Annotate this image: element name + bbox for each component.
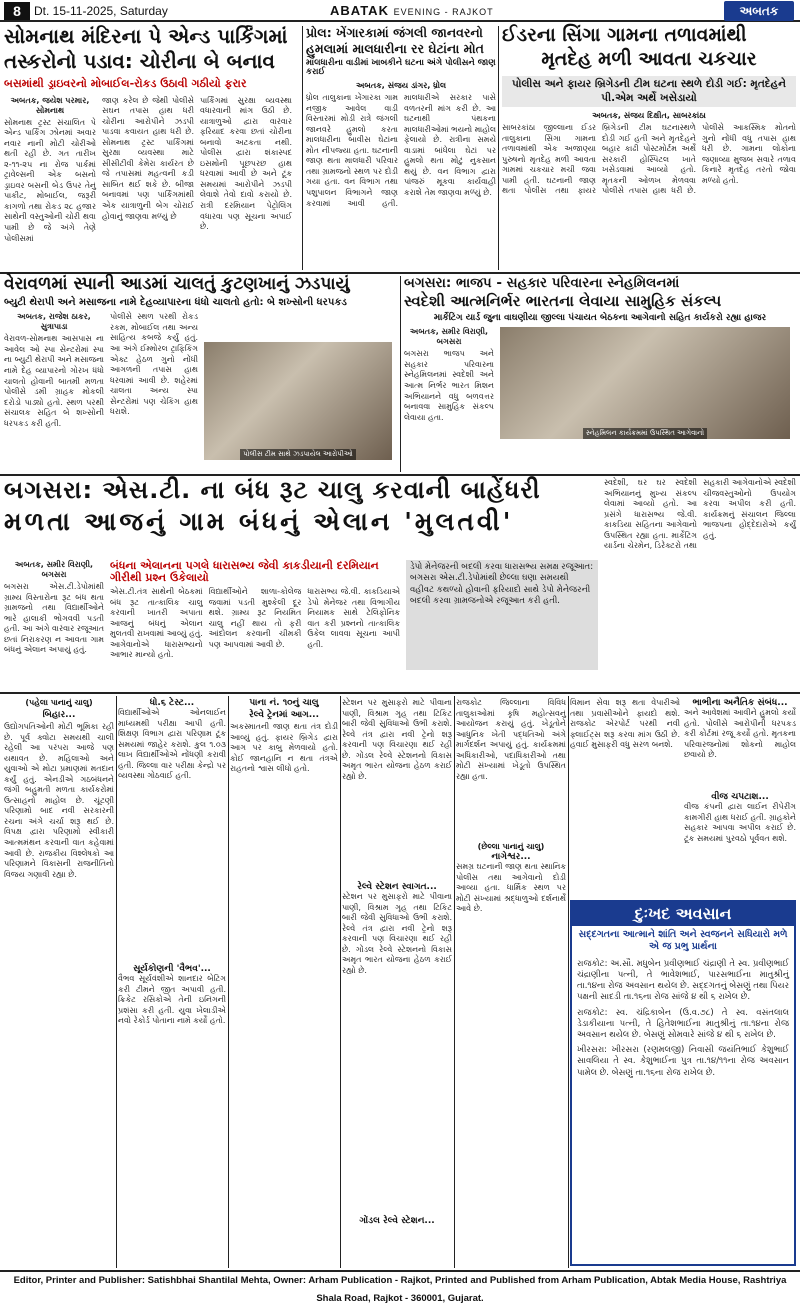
paper-name (330, 3, 494, 18)
continued-body: વૈભવ સૂર્યવંશીએ શાનદાર બેટિંગ કરી ટીમને જીત અપાવી હતી. ક્રિકેટ રસિકોએ તેની ઇનિંગની પ્રશંસા કરી હતી. યુવા ખેલાડીએ નવો રેકોર્ડ પોતાના નામે કર્યો હતો. (118, 974, 226, 1026)
continued-body: વીજ કંપની દ્વારા લાઈન રીપેરીંગ કામગીરી હાથ ધરાઈ હતી. ગ્રાહકોને સહકાર આપવા અપીલ કરાઈ છે. ટૂંક સમયમાં પુરવઠો પૂર્વવત થશે. (684, 802, 796, 843)
headline: સોમનાથ મંદિરના પે એન્ડ પાર્કિંગમાં (4, 24, 288, 48)
headline-line2: મળતા આજનું ગામ બંધનું એલાન 'મુલતવી' (4, 507, 514, 537)
column-2: જાણ કરેલ છે જેથી પોલીસે સઘન તપાસ હાથ ધરી ચોરીના આરોપીને ઝડપી પાડવા કવાયત હાથ ધરી છે. સોમનાથ ટ્રસ્ટ પાર્કિંગમાં સુરક્ષા વ્યવસ્થા માટે સીસીટીવી કેમેરા કાર્યરત છે જે તપાસમાં મહત્વની કડી સાબિત થઈ શકે છે. બીજા બનાવમાં પણ પાર્કિંગમાંથી એક યાત્રાળુની બેગ ચોરાઈ હોવાનું જાણવા મળ્યું છે (102, 95, 194, 221)
continued-column-3 (230, 698, 338, 1266)
divider (400, 276, 401, 472)
highlight-box: ડેપો મેનેજરની બદલી કરવા ધારાસભ્ય સમક્ષ રજૂઆત: બગસરા એસ.ટી.ડેપોમાંથી છેલ્લા ઘણા સમયથી વહીવટ કથળ્યો હોવાની ફરિયાદો સાથે ડેપો મેનેજરની બદલી કરવા ગ્રામજનોએ રજૂઆત કરી હતી. (406, 560, 598, 670)
kicker: બંધના એલાનના પગલે ધારાસભ્ય જેવી કાકડીયાની દરમિયાન ગીરીથી પ્રશ્ન ઉકેલાયો (110, 559, 379, 584)
column-1 (4, 312, 104, 470)
page-number: 8 (4, 2, 30, 20)
paper-logo: અબતક (724, 1, 794, 21)
story-bagasara-bjp (404, 276, 796, 472)
column-1 (404, 327, 494, 447)
continued-column-2 (118, 698, 226, 1266)
byline: અબતક, સમીર વિરાણી, બગસરા (409, 327, 489, 347)
obituary-entries (572, 957, 794, 1247)
story-dhrol (306, 26, 496, 270)
column-2: એસ.ટી.તંત્ર સાથેની બેઠકમાં બંધ રૂટ તાત્કાલિક ચાલુ કરવાની ખાતરી અપાતા આજનું બંધનું એલાન મુલતવી રાખવામાં આવ્યું હતું. આગેવાનોએ ધારાસભ્યનો આભાર માન્યો હતો. (110, 587, 203, 660)
story-photo (500, 327, 790, 439)
byline: અબતક, રાજેશ ઠાકર, સુત્રાપાડા (17, 312, 91, 332)
divider (302, 26, 303, 270)
column-1 (4, 560, 104, 688)
divider (340, 696, 341, 1268)
continued-subheading: રેલ્વે ટ્રેનમાં આગ... (249, 710, 319, 720)
issue-date: Dt. 15-11-2025, Saturday (34, 4, 168, 18)
story-somnath (4, 26, 300, 270)
continued-heading: બિહાર... (42, 710, 76, 720)
continued-body: ઉદ્યોગપતિઓની મોટી ભૂમિકા રહી છે. પૂર્વ ક્વોટા સમયથી ચાલી રહેલી આ પરંપરા આજે પણ યથાવત છે. મહિલાઓ અને યુવાઓ એ મોટા પ્રમાણમાં મતદાન કર્યું હતું. એનડીએ ગઠબંધનને જંગી બહુમતી મળતા કાર્યકરોમાં ઉત્સાહનો માહોલ છે. ચૂંટણી પરિણામો બાદ નવી સરકારની રચના અંગે ચર્ચા શરૂ થઈ છે. વિપક્ષ દ્વારા પરિણામો સ્વીકારી આત્મમંથન કરવાની વાત કહેવામાં આવી છે. રાજકીય વિશ્લેષકો આ પરિણામને વિકાસની રાજનીતિનો વિજય ગણાવી રહ્યા છે. (4, 722, 114, 879)
photo-caption: પોલીસ ટીમ સાથે ઝડપાયેલ આરોપીઓ (240, 449, 355, 460)
continued-body: અને આવેશમાં આવીને હુમલો કર્યો હતો. પોલીસે આરોપીની ધરપકડ કરી કોર્ટમાં રજૂ કર્યો હતો. મૃતકના પરિવારજનોમાં શોકનો માહોલ છવાયો છે. (684, 708, 796, 760)
continued-heading: સૂર્યકોણની 'વૈભવ'... (133, 964, 211, 974)
story5-continued: સ્વદેશી, ઘર ઘર સ્વદેશી અભિયાનનું મુખ્ય સંકલ્પ લેવામાં આવ્યો હતો. આ પ્રસંગે ધારાસભ્ય જે.વી. કાકડિયા સહિતના આગેવાનો ઉપસ્થિત રહ્યા હતા. માર્કેટિંગ યાર્ડના ચેરમેન, ડિરેક્ટરો તથા સહકારી આગેવાનોએ સ્વદેશી ચીજવસ્તુઓનો ઉપયોગ કરવા અપીલ કરી હતી. કાર્યક્રમનું સંચાલન જિલ્લા ભાજપના હોદ્દેદારોએ કર્યું હતું. (604, 478, 796, 551)
body-text: સોમનાથ ટ્રસ્ટ સંચાલિત પે એન્ડ પાર્કિંગ ઝોનમાં અવાર નવાર નાની મોટી ચોરીઓ થતી રહી છે. ગત તારીખ ૨-૧૧-૨૫ ના રોજ પાર્કમાં ટ્રાવેલ્સની એક બસનો ડ્રાઇવર બસની બેડ ઉપર તેનું પાકીટ, મોબાઈલ, જરૂરી કાગળો તથા રોકડ ૨૮ હજાર સાથેની વસ્તુઓની ચોરી થવા પામી છે જે અંગે તેણે પોલીસમાં (4, 117, 96, 243)
continued-body: સ્ટેશન પર મુસાફરો માટે પીવાના પાણી, વિશ્રામ ગૃહ તથા ટિકિટ બારી જેવી સુવિધાઓ ઉભી કરાશે. રેલ્વે તંત્ર દ્વારા નવી ટ્રેનો શરૂ કરવાની પણ વિચારણા થઈ રહી છે. ગોંડલ રેલ્વે સ્ટેશનનો વિકાસ અમૃત ભારત યોજના હેઠળ કરાઈ રહ્યો છે. (342, 698, 452, 781)
paper-title: ABATAK (330, 3, 389, 18)
obituary-subheading: સદ્દગતના આત્માને શાંતિ અને સ્વજનને સધિયારો મળે એ જ પ્રભુ પ્રાર્થના (578, 929, 788, 953)
subhead: બસમાંથી ડ્રાઇવરનો મોબાઈલ-રોકડ ઉઠાવી ગઠીયો ફરાર (4, 77, 247, 90)
divider (454, 696, 455, 1268)
section-rule (0, 692, 800, 694)
column-4: ધારાસભ્ય જે.વી. કાકડિયાએ ડેપો મેનેજર તથા વિભાગીય નિયામક સાથે ટેલિફોનિક વાત કરી પ્રશ્નનો તાત્કાલિક ઉકેલ લાવવા સૂચના આપી હતી. (307, 587, 401, 649)
story-idar (502, 26, 796, 270)
continued-heading: ગોંડલ રેલ્વે સ્ટેશન... (359, 1216, 435, 1226)
story-photo (204, 342, 392, 460)
continued-body: વિમાન સેવા શરૂ થતા વેપારીઓ તથા પ્રવાસીઓને ફાયદો થશે. રાજકોટ એરપોર્ટ પરથી નવી ફ્લાઈટ્સ શરૂ કરવા માંગ ઉઠી છે. હવાઈ મુસાફરી વધુ સરળ બનશે. (570, 698, 680, 750)
continued-label: (છેલ્લા પાનાનું ચાલુ) (477, 842, 545, 851)
continued-heading: વીજ ચપટાશ... (711, 792, 769, 802)
body-text: ધ્રોલ તાલુકાના ખેંગારકા ગામ નજીક આવેલ વાડી વિસ્તારમાં મોડી રાત્રે જંગલી જાનવરે હુમલો કરતા માલધારીના બાવીસ ઘેટાંના મોત નીપજ્યા હતા. ઘટનાની જાણ થતા માલધારી પરિવાર તથા ગ્રામજનો સ્થળ પર દોડી ગયા હતા. વન વિભાગ તથા પશુપાલન વિભાગને જાણ કરવામાં આવી હતી. માલધારીએ સરકાર પાસે વળતરની માંગ કરી છે. આ ઘટનાથી પંથકના માલધારીઓમાં ભયનો માહોલ ફેલાયો છે. રાત્રીના સમયે વાડામાં બાંધેલા ઘેટાં પર હુમલો થતા મોટું નુકસાન થયું છે. વન વિભાગ દ્વારા પાંજરું મૂકવા કાર્યવાહી કરાશે તેમ જાણવા મળ્યું છે. (306, 93, 496, 208)
byline: અબતક, જયેશ પરમાર, સોમનાથ (10, 95, 90, 115)
divider (116, 696, 117, 1268)
obituary-box (570, 900, 796, 1266)
headline: બગસરા: ભાજપ - સહકાર પરિવારના સ્નેહમિલનમાં (404, 275, 680, 291)
obituary-entry: ખીરસરા: ખીરસરા (રણમલજી) નિવાસી જયંતિભાઈ કેશુભાઈ સાવલિયા તે સ્વ. કેશુભાઈના પુત્ર તા.૧૪/૧૧ના રોજ અવસાન પામેલ છે. બેસણું તા.૧૬ના રોજ રાખેલ છે. (577, 1045, 789, 1078)
story-bagasara-st (4, 478, 600, 558)
edition-label: EVENING - RAJKOT (393, 7, 494, 17)
headline: ઈડરના સિંગા ગામના તળાવમાંથી (502, 24, 747, 46)
continued-body: અકસ્માતની જાણ થતા તંત્ર દોડી આવ્યું હતું. ફાયર બ્રિગેડ દ્વારા આગ પર કાબુ મેળવાયો હતો. કોઈ જાનહાનિ ન થતા તંત્રએ રાહતનો શ્વાસ લીધો હતો. (230, 722, 338, 774)
headline-line2: હુમલામાં માલધારીના રર ઘેટાંના મોત (306, 41, 484, 57)
continued-heading: રેલ્વે સ્ટેશન સ્વાગત... (357, 882, 437, 892)
byline: અબતક, સંજય ડાંગર, ધ્રોલ (355, 81, 447, 91)
divider (568, 696, 569, 1268)
continued-column-5 (456, 698, 566, 1266)
continued-label: (પહેલા પાનાનું ચાલુ) (25, 698, 93, 707)
continued-column-6 (570, 698, 680, 898)
continued-heading: ધો.૬ ટેસ્ટ... (149, 698, 195, 708)
obituary-entry: રાજકોટ: સ્વ. ચંદ્રિકાબેન (ઉ.વ.૭૮) તે સ્વ. વસંતલાલ ડેડાકીયાના પત્ની, તે હિતેશભાઈના માતુશ્રીનું તા.૧૪ના રોજ અવસાન થયેલ છે. બેસણું સોમવારે સાંજે ૪ થી ૬ રાખેલ છે. (577, 1007, 789, 1040)
headline-line2: સ્વદેશી આત્મનિર્ભર ભારતના લેવાયા સામુહિક સંકલ્પ (404, 292, 722, 311)
masthead-bar (0, 0, 800, 22)
divider (498, 26, 499, 270)
byline: અબતક, સંજય દિક્ષીત, સાબરકાંઠા (592, 111, 706, 121)
story-veraval (4, 276, 398, 472)
headline-line2: તસ્કરોનો પડાવ: ચોરીના બે બનાવ (4, 49, 275, 73)
column-3: વિદ્યાર્થીઓને શાળા-કોલેજ જવામાં પડતી મુશ્કેલી દૂર થશે. ગ્રામ્ય રૂટ નિયમિત ચાલુ નહીં થાય તો ફરી આંદોલન કરવાની ચીમકી પણ આપવામાં આવી છે. (208, 587, 302, 649)
obituary-heading: દુઃખદ અવસાન (572, 902, 794, 926)
continued-heading: નાગેશ્વર... (491, 852, 531, 862)
headline: પ્રોલ: ખેંગારકામાં જંગલી જાનવરનો (306, 25, 483, 40)
subhead: બ્યુટી થેરાપી અને મસાજના નામે દેહવ્યાપારના ધંધો ચાલતો હતો: બે શખ્સોની ધરપકડ (4, 296, 347, 308)
continued-body: સમગ્ર ઘટનાની જાણ થતા સ્થાનિક પોલીસ તથા આગેવાનો દોડી આવ્યા હતા. ધાર્મિક સ્થળ પર મોટી સંખ્યામાં શ્રદ્ધાળુઓ દર્શનાર્થે આવે છે. (456, 862, 566, 914)
continued-heading: પાના નં. ૧૦નું ચાલુ (249, 698, 319, 708)
subhead: પોલીસ અને ફાયર બ્રિગેડની ટીમ ઘટના સ્થળે દોડી ગઈ: મૃતદેહને પી.એમ અર્થે ખસેડાયો (502, 76, 796, 107)
story6-body (4, 560, 600, 690)
continued-column-4 (342, 698, 452, 1266)
continued-column-1 (4, 698, 114, 1266)
headline-line2: મૃતદેહ મળી આવતા ચકચાર (541, 47, 757, 70)
continued-body: વિદ્યાર્થીઓએ ઓનલાઈન માધ્યમથી પરીક્ષા આપી હતી. શિક્ષણ વિભાગ દ્વારા પરિણામ ટૂંક સમયમાં જાહેર કરાશે. કુલ ૧.૦૩ લાખ વિદ્યાર્થીઓએ નોંધણી કરાવી હતી. જિલ્લા વાર પરીક્ષા કેન્દ્રો પર વ્યવસ્થા ગોઠવાઈ હતી. (118, 708, 226, 781)
photo-caption: સ્નેહમિલન કાર્યક્રમમાં ઉપસ્થિત આગેવાનો (583, 428, 707, 439)
byline: અબતક, સમીર વિરાણી, બગસરા (14, 560, 94, 579)
body-text: બગસરા એસ.ટી.ડેપોમાંથી ગ્રામ્ય વિસ્તારોના રૂટ બંધ થતા ગ્રામજનો તથા વિદ્યાર્થીઓને ભારે હાલાકી ભોગવવી પડતી હતી. આ અંગે વારંવાર રજૂઆત છતાં નિરાકરણ ન આવતા ગામ બંધનું એલાન અપાયું હતું. (4, 582, 104, 655)
body-text: બગસરા ભાજપ અને સહકાર પરિવારના સ્નેહમિલનમાં સ્વદેશી અને આત્મ નિર્ભર ભારત મિશન અભિયાનને વધુ બળવત્તર બનાવવા સામુહિક સંકલ્પ લેવાયા હતા. (404, 349, 494, 422)
headline: વેરાવળમાં સ્પાની આડમાં ચાલતું કુટણખાનું ઝડપાયું (4, 274, 350, 294)
column-2: પોલીસે સ્થળ પરથી રોકડ રકમ, મોબાઈલ તથા અન્ય સાહિત્ય કબજે કર્યું હતું. આ અંગે ઈમ્મોરલ ટ્રાફિકિંગ એક્ટ હેઠળ ગુનો નોંધી આગળની તપાસ હાથ ધરવામાં આવી છે. શહેરમાં ચાલતા અન્ય સ્પા સેન્ટરોમાં પણ ચેકિંગ હાથ ધરાશે. (110, 312, 198, 417)
continued-body: સ્ટેશન પર મુસાફરો માટે પીવાના પાણી, વિશ્રામ ગૃહ તથા ટિકિટ બારી જેવી સુવિધાઓ ઉભી કરાશે. રેલ્વે તંત્ર દ્વારા નવી ટ્રેનો શરૂ કરવાની પણ વિચારણા થઈ રહી છે. ગોંડલ રેલ્વે સ્ટેશનનો વિકાસ અમૃત ભારત યોજના હેઠળ કરાઈ રહ્યો છે. (342, 892, 452, 975)
subhead: માલધારીના વાડીમાં ખાબકીને ઘટના અંગે પોલીસને જાણ કરાઈ (306, 58, 496, 78)
imprint-footer: Editor, Printer and Publisher: Satishbhai Shantilal Mehta, Owner: Arham Publication - Rajkot, Printed and Published from Arham Publication, Abtak Media House, Rashtriya Shala Road, Rajkot - 360001, Gujarat. (0, 1270, 800, 1290)
body-text: વેરાવળ-સોમનાથ આસપાસ ના આવેલ ઓ સ્પા સેન્ટરોમાં સ્પા ના બ્યુટી થેરાપી અને મસાજના નામે દેહ વ્યાપારનો ગોરખ ધંધો ચાલતો હોવાની બાતમી મળતા પોલીસે ડમી ગ્રાહક મોકલી દરોડો પાડ્યો હતો. સ્થળ પરથી સંચાલક સહિત બે શખ્સોની ધરપકડ કરી હતી. (4, 334, 104, 428)
subhead: માર્કેટિંગ યાર્ડ જુના વાઘણીયા જીલ્લા પંચાયત બેઠકના આગેવાનો સહિત કાર્યકરો રહ્યા હાજર (433, 312, 767, 323)
headline: બગસરા: એસ.ટી. ના બંધ રૂટ ચાલુ કરવાની બાહેંધરી (4, 476, 541, 504)
continued-heading: ભાભીના અનૈતિક સંબંધ... (692, 698, 788, 708)
continued-body: રાજકોટ જિલ્લાના વિવિધ તાલુકાઓમાં કૃષિ મહોત્સવનું આયોજન કરાયું હતું. ખેડૂતોને આધુનિક ખેતી પદ્ધતિઓ અંગે માર્ગદર્શન અપાયું હતું. કાર્યક્રમમાં અધિકારીઓ, પદાધિકારીઓ તથા મોટી સંખ્યામાં ખેડૂતો ઉપસ્થિત રહ્યા હતા. (456, 698, 566, 781)
divider (228, 696, 229, 1268)
continued-column-7 (684, 698, 796, 898)
body-text: સાબરકાંઠા જીલ્લાના ઈડર તાલુકાના સિંગા ગામના તળાવમાંથી એક અજાણ્યા પુરુષનો મૃતદેહ મળી આવતા ગામમાં ચકચાર મચી જવા પામી હતી. ઘટનાની જાણ થતા પોલીસ તથા ફાયર બ્રિગેડની ટીમ ઘટનાસ્થળે દોડી ગઈ હતી અને મૃતદેહને બહાર કાઢી પોસ્ટમોર્ટમ અર્થે સરકારી હોસ્પિટલ ખાતે ખસેડવામાં આવ્યો હતો. મૃતકની ઓળખ મેળવવા પોલીસે તપાસ હાથ ધરી છે. પોલીસે આકસ્મિક મોતનો ગુનો નોંધી વધુ તપાસ હાથ ધરી છે. ગામના લોકોના જણાવ્યા મુજબ સવારે તળાવ કિનારે મૃતદેહ તરતો જોવા મળ્યો હતો. (502, 123, 796, 196)
column-3: પાર્કિંગમાં સુરક્ષા વ્યવસ્થા વધારવાની માંગ ઉઠી છે. યાત્રાળુઓ દ્વારા વારંવાર ફરિયાદ કરવા છતાં ચોરીના બનાવો અટકતા નથી. પોલીસ દ્વારા શંકાસ્પદ ઇસમોની પૂછપરછ હાથ ધરવામાં આવી છે અને ટૂંક સમયમાં આરોપીને ઝડપી લેવાશે તેવો દાવો કરાયો છે. રાત્રી દરમિયાન પેટ્રોલિંગ વધારવા પણ સૂચના અપાઈ છે. (200, 95, 292, 232)
column-1 (4, 96, 96, 260)
obituary-entry: રાજકોટ: અ.સૌ. મધુબેન પ્રવીણભાઈ ચંદ્રાણી તે સ્વ. પ્રવીણભાઈ ચંદ્રાણીના પત્ની, તે ભાવેશભાઈ, પારસભાઈના માતુશ્રીનું તા.૧૪ના રોજ અવસાન થયેલ છે. સદ્દગતનું બેસણું તથા પિયર પક્ષની સાદડી તા.૧૬ના રોજ સાંજે ૪ થી ૬ રાખેલ છે. (577, 958, 789, 1003)
